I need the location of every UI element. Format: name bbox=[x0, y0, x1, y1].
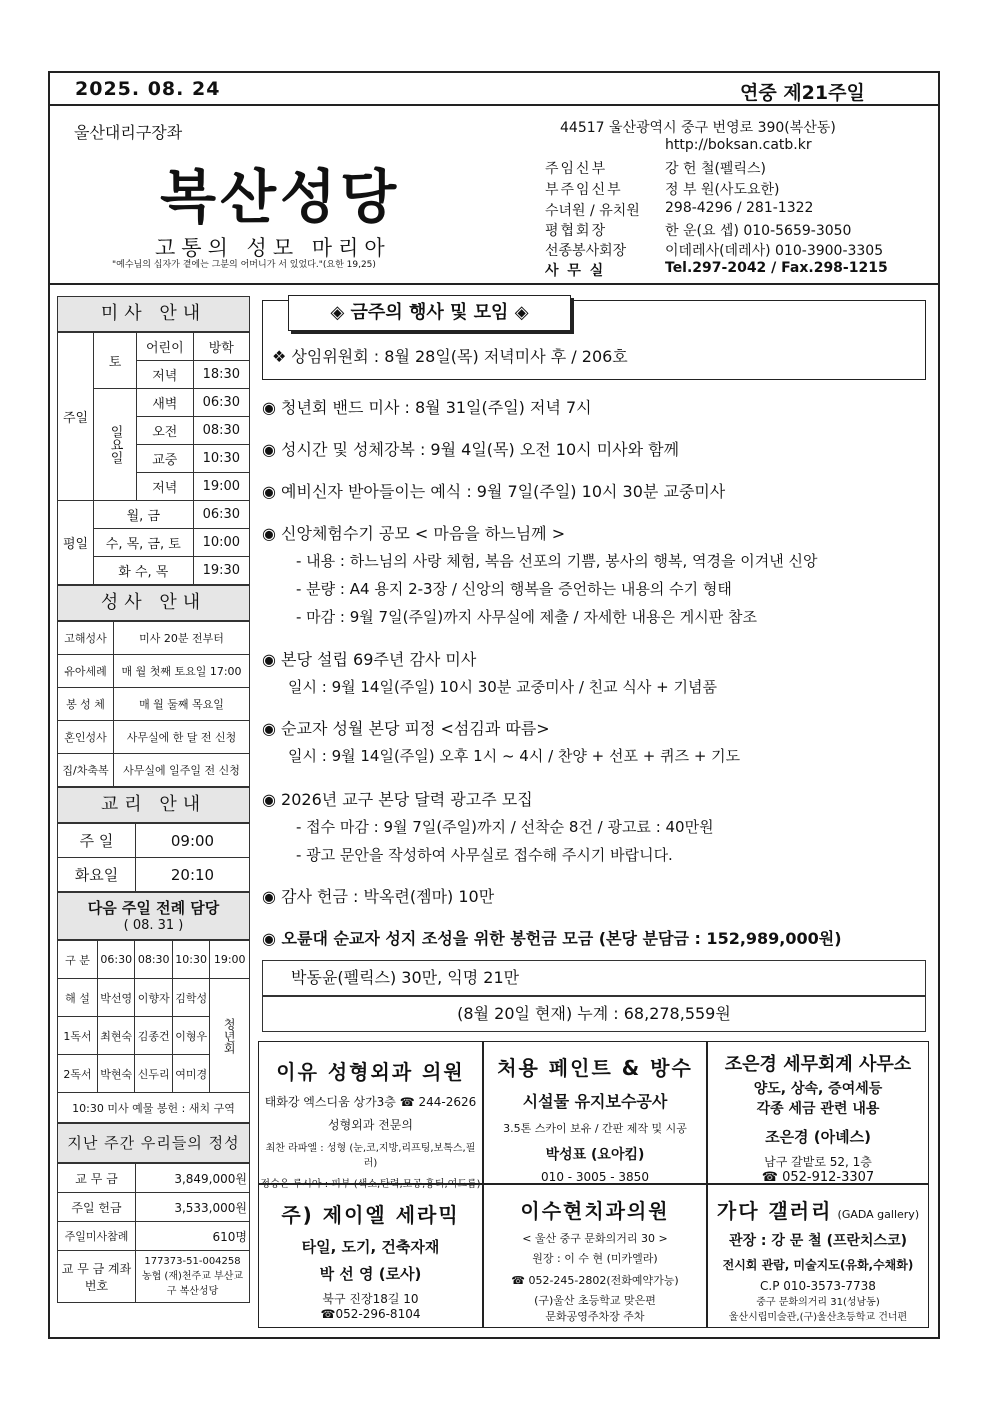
event-item: ◉ 성시간 및 성체강복 : 9월 4일(목) 오전 10시 미사와 함께 bbox=[262, 440, 680, 459]
sacrament-value: 사무실에 한 달 전 신청 bbox=[114, 721, 250, 754]
sacrament-value: 매 월 둘째 목요일 bbox=[114, 688, 250, 721]
anniv-line: 일시 : 9월 14일(주일) 10시 30분 교중미사 / 친교 식사 + 기념품 bbox=[288, 678, 717, 696]
ad-line: 관장 : 강 문 철 (프란치스코) bbox=[728, 1233, 907, 1249]
doctrine-heading: 교리 안내 bbox=[57, 787, 250, 823]
ad-line: (구)울산 초등학교 맞은편 bbox=[534, 1294, 656, 1307]
sacrament-name: 봉 성 체 bbox=[58, 688, 114, 721]
mass-name: 저녁 bbox=[137, 473, 194, 501]
liturgy-note: 10:30 미사 예물 봉헌 : 새치 구역 bbox=[58, 1093, 250, 1123]
event-item: ◉ 감사 헌금 : 박옥련(젬마) 10만 bbox=[262, 887, 495, 906]
ad-line: 최찬 라파엘 : 성형 (눈,코,지방,리프팅,보톡스,필러) bbox=[265, 1143, 476, 1169]
ad-line: 각종 세금 관련 내용 bbox=[756, 1101, 880, 1117]
weekday-label: 평일 bbox=[58, 501, 94, 585]
event-item: ◉ 2026년 교구 본당 달력 광고주 모집 bbox=[262, 790, 533, 809]
ad-line: 박성표 (요아킴) bbox=[545, 1147, 645, 1163]
mass-time: 19:00 bbox=[193, 473, 249, 501]
doctrine-time: 20:10 bbox=[136, 858, 250, 892]
info-label: 사 무 실 bbox=[545, 263, 606, 279]
liturgy-role: 해 설 bbox=[58, 979, 98, 1017]
ad-title: 가다 갤러리 bbox=[716, 1199, 833, 1223]
info-label: 선종봉사회장 bbox=[545, 243, 627, 259]
info-label: 주임신부 bbox=[545, 161, 608, 177]
info-row bbox=[545, 260, 888, 280]
mass-time: 10:30 bbox=[193, 445, 249, 473]
event-item: ◉ 본당 설립 69주년 감사 미사 bbox=[262, 650, 477, 669]
liturgy-cell: 김학성 bbox=[172, 979, 209, 1017]
liturgy-cell: 박현숙 bbox=[98, 1055, 135, 1093]
liturgy-cell: 이형우 bbox=[172, 1017, 209, 1055]
doctrine-time: 09:00 bbox=[136, 824, 250, 858]
offering-name: 교 무 금 bbox=[58, 1164, 136, 1193]
diocese-label: 울산대리구장좌 bbox=[74, 123, 183, 142]
info-value: Tel.297-2042 / Fax.298-1215 bbox=[665, 260, 888, 276]
doctrine-name: 주 일 bbox=[58, 824, 136, 858]
calendar-line: - 접수 마감 : 9월 7일(주일)까지 / 선착순 8건 / 광고료 : 40만원 bbox=[296, 818, 714, 836]
ad-line: 문화공영주차장 주차 bbox=[545, 1310, 645, 1323]
mass-time: 08:30 bbox=[193, 417, 249, 445]
ad-dental bbox=[483, 1184, 707, 1328]
sacrament-table bbox=[57, 621, 250, 787]
mass-name: 어린이 bbox=[137, 333, 194, 361]
saturday-label: 토 bbox=[94, 333, 137, 389]
donors-text: 박동윤(펠릭스) 30만, 익명 21만 bbox=[291, 968, 520, 987]
youth-group: 청년회 bbox=[210, 979, 250, 1093]
total-text: (8월 20일 현재) 누계 : 68,278,559원 bbox=[457, 1004, 731, 1023]
donors-box bbox=[262, 960, 926, 996]
retreat-line: 일시 : 9월 14일(주일) 오후 1시 ~ 4시 / 찬양 + 선포 + 퀴즈 + 기도 bbox=[288, 747, 741, 765]
mass-time: 06:30 bbox=[193, 389, 249, 417]
ad-gallery bbox=[707, 1184, 929, 1328]
info-row bbox=[545, 179, 780, 199]
info-row bbox=[545, 240, 883, 260]
ad-ceramic bbox=[258, 1184, 483, 1328]
mass-name: 월, 금 bbox=[94, 501, 194, 529]
liturgy-cell: 여미경 bbox=[172, 1055, 209, 1093]
bulletin-date: 2025. 08. 24 bbox=[75, 78, 221, 100]
ad-line: 전시회 관람, 미술지도(유화,수채화) bbox=[722, 1258, 914, 1272]
ad-title: 주) 제이엘 세라믹 bbox=[281, 1203, 460, 1227]
church-title: 복산성당 bbox=[160, 163, 401, 231]
liturgy-col: 06:30 bbox=[98, 941, 135, 979]
church-address: 44517 울산광역시 중구 번영로 390(복산동) bbox=[560, 120, 836, 136]
ad-line: ☎ 052-912-3307 bbox=[761, 1170, 875, 1185]
ad-tax bbox=[707, 1041, 929, 1184]
sacrament-name: 집/차축복 bbox=[58, 754, 114, 787]
ad-line: 남구 갈밭로 52, 1층 bbox=[764, 1155, 872, 1169]
liturgy-role: 1독서 bbox=[58, 1017, 98, 1055]
offering-value: 610명 bbox=[136, 1222, 250, 1251]
ad-title: 처용 페인트 & 방수 bbox=[497, 1056, 693, 1080]
liturgy-role: 2독서 bbox=[58, 1055, 98, 1093]
liturgy-cell: 박선영 bbox=[98, 979, 135, 1017]
liturgy-cell: 이향자 bbox=[135, 979, 172, 1017]
info-row bbox=[545, 158, 766, 178]
account-value: 177373-51-004258 농협 (재)천주교 부산교구 복산성당 bbox=[136, 1251, 250, 1303]
info-value: 이데레사(데레사) 010-3900-3305 bbox=[665, 243, 884, 259]
mass-name: 오전 bbox=[137, 417, 194, 445]
ad-title-sub: (GADA gallery) bbox=[837, 1208, 920, 1221]
divider bbox=[48, 283, 940, 285]
ad-line: ☎052-296-8104 bbox=[320, 1307, 421, 1321]
ad-line: 중구 문화의거리 31(성남동) bbox=[756, 1297, 880, 1308]
liturgy-cell: 김종건 bbox=[135, 1017, 172, 1055]
mass-name: 화 수, 목 bbox=[94, 557, 194, 585]
sacrament-value: 미사 20분 전부터 bbox=[114, 622, 250, 655]
liturgy-table bbox=[57, 940, 250, 1123]
mass-time: 19:30 bbox=[193, 557, 249, 585]
event-item: ◉ 순교자 성월 본당 피정 <섬김과 따름> bbox=[262, 719, 550, 738]
liturgy-heading: 다음 주일 전례 담당 bbox=[87, 899, 220, 917]
sacrament-name: 고해성사 bbox=[58, 622, 114, 655]
ad-line: 정승은 루시아 : 피부 (색소,탄력,모공,흉터,여드름) bbox=[260, 1179, 481, 1190]
contest-line: - 내용 : 하느님의 사랑 체험, 복음 선포의 기쁨, 봉사의 행복, 역경을 이겨낸 신앙 bbox=[296, 552, 818, 570]
ad-line: < 울산 중구 문화의거리 30 > bbox=[522, 1232, 668, 1245]
total-box bbox=[262, 996, 926, 1032]
liturgy-col: 10:30 bbox=[172, 941, 209, 979]
sacrament-value: 매 월 첫째 토요일 17:00 bbox=[114, 655, 250, 688]
sacrament-heading: 성사 안내 bbox=[57, 585, 250, 621]
offering-name: 주일 헌금 bbox=[58, 1193, 136, 1222]
ad-line: C.P 010-3573-7738 bbox=[760, 1279, 876, 1293]
account-label: 교 무 금 계좌번호 bbox=[58, 1251, 136, 1303]
offering-value: 3,533,000원 bbox=[136, 1193, 250, 1222]
mass-name: 교중 bbox=[137, 445, 194, 473]
ad-title: 조은경 세무회계 사무소 bbox=[724, 1054, 912, 1075]
liturgy-cell: 신두리 bbox=[135, 1055, 172, 1093]
ad-line: 북구 진장18길 10 bbox=[322, 1292, 419, 1306]
ad-title: 이유 성형외과 의원 bbox=[276, 1060, 465, 1084]
info-label: 부주임신부 bbox=[545, 182, 623, 198]
liturgy-cell: 최현숙 bbox=[98, 1017, 135, 1055]
event-item: ◉ 청년회 밴드 미사 : 8월 31일(주일) 저녁 7시 bbox=[262, 398, 592, 417]
offering-value: 3,849,000원 bbox=[136, 1164, 250, 1193]
liturgical-week: 연중 제21주일 bbox=[740, 82, 865, 104]
ad-line: 양도, 상속, 증여세등 bbox=[753, 1081, 883, 1097]
info-label: 평협회장 bbox=[545, 223, 608, 239]
liturgy-date: ( 08. 31 ) bbox=[123, 918, 184, 933]
ad-line: 원장 : 이 수 현 (미카엘라) bbox=[532, 1252, 658, 1265]
church-url[interactable]: http://boksan.catb.kr bbox=[665, 137, 812, 153]
info-row bbox=[545, 200, 813, 220]
offering-heading: 지난 주간 우리들의 정성 bbox=[57, 1123, 250, 1163]
mass-name: 새벽 bbox=[137, 389, 194, 417]
ad-line: 박 선 영 (로사) bbox=[319, 1265, 422, 1283]
contest-line: - 분량 : A4 용지 2-3장 / 신앙의 행복을 증언하는 내용의 수기 형태 bbox=[296, 580, 732, 598]
sacrament-name: 유아세례 bbox=[58, 655, 114, 688]
meeting-item: ❖ 상임위원회 : 8월 28일(목) 저녁미사 후 / 206호 bbox=[272, 347, 628, 366]
ad-line: 조은경 (아녜스) bbox=[765, 1128, 871, 1146]
patron-subtitle: 고통의 성모 마리아 bbox=[155, 236, 391, 260]
event-item: ◉ 예비신자 받아들이는 예식 : 9월 7일(주일) 10시 30분 교중미사 bbox=[262, 482, 726, 501]
mass-time: 10:00 bbox=[193, 529, 249, 557]
liturgy-col: 구 분 bbox=[58, 941, 98, 979]
ad-line: 태화강 엑스디움 상가3층 ☎ 244-2626 bbox=[264, 1095, 477, 1109]
ad-line: 시설물 유지보수공사 bbox=[522, 1092, 668, 1111]
sunday-day-label: 일요일 bbox=[94, 389, 137, 501]
calendar-line: - 광고 문안을 작성하여 사무실로 접수해 주시기 바랍니다. bbox=[296, 846, 673, 864]
mass-time: 06:30 bbox=[193, 501, 249, 529]
info-value: 한 운(요 셉) 010-5659-3050 bbox=[665, 223, 852, 239]
event-item: ◉ 오륜대 순교자 성지 조성을 위한 봉헌금 모금 (본당 분담금 : 152,989,000원) bbox=[262, 929, 842, 948]
events-heading: ◈ 금주의 행사 및 모임 ◈ bbox=[288, 295, 571, 331]
sunday-label: 주일 bbox=[58, 333, 94, 501]
offering-table bbox=[57, 1163, 250, 1303]
doctrine-name: 화요일 bbox=[58, 858, 136, 892]
mass-name: 저녁 bbox=[137, 361, 194, 389]
ad-line: 성형외과 전문의 bbox=[328, 1118, 413, 1132]
info-value: 강 헌 철(펠릭스) bbox=[665, 161, 766, 177]
sacrament-name: 혼인성사 bbox=[58, 721, 114, 754]
contest-line: - 마감 : 9월 7일(주일)까지 사무실에 제출 / 자세한 내용은 게시판 참조 bbox=[296, 608, 758, 626]
ad-title: 이수현치과의원 bbox=[520, 1199, 670, 1223]
sacrament-value: 사무실에 일주일 전 신청 bbox=[114, 754, 250, 787]
scripture-quote: "예수님의 십자가 곁에는 그분의 어머니가 서 있었다."(요한 19,25) bbox=[112, 260, 376, 270]
mass-time: 18:30 bbox=[193, 361, 249, 389]
ad-paint bbox=[483, 1041, 707, 1184]
ad-line: 3.5톤 스카이 보유 / 간판 제작 및 시공 bbox=[503, 1122, 687, 1135]
ad-clinic bbox=[258, 1041, 483, 1190]
mass-name: 수, 목, 금, 토 bbox=[94, 529, 194, 557]
info-row bbox=[545, 220, 851, 240]
mass-heading: 미사 안내 bbox=[57, 296, 250, 332]
liturgy-col: 08:30 bbox=[135, 941, 172, 979]
info-value: 정 부 원(사도요한) bbox=[665, 182, 780, 198]
ad-line: 울산시립미술관,(구)울산초등학교 건너편 bbox=[728, 1312, 908, 1323]
liturgy-col: 19:00 bbox=[210, 941, 250, 979]
info-label: 수녀원 / 유치원 bbox=[545, 203, 640, 219]
mass-table bbox=[57, 332, 250, 585]
ad-line: 타일, 도기, 건축자재 bbox=[301, 1238, 440, 1256]
ad-line: 010 - 3005 - 3850 bbox=[541, 1170, 649, 1184]
offering-name: 주일미사참례 bbox=[58, 1222, 136, 1251]
info-value: 298-4296 / 281-1322 bbox=[665, 200, 814, 216]
left-sidebar bbox=[57, 296, 250, 1303]
ad-line: ☎ 052-245-2802(전화예약가능) bbox=[511, 1274, 679, 1287]
doctrine-table bbox=[57, 823, 250, 892]
mass-time: 방학 bbox=[193, 333, 249, 361]
event-item: ◉ 신앙체험수기 공모 < 마음을 하느님께 > bbox=[262, 524, 566, 543]
liturgy-heading-box bbox=[57, 892, 250, 940]
